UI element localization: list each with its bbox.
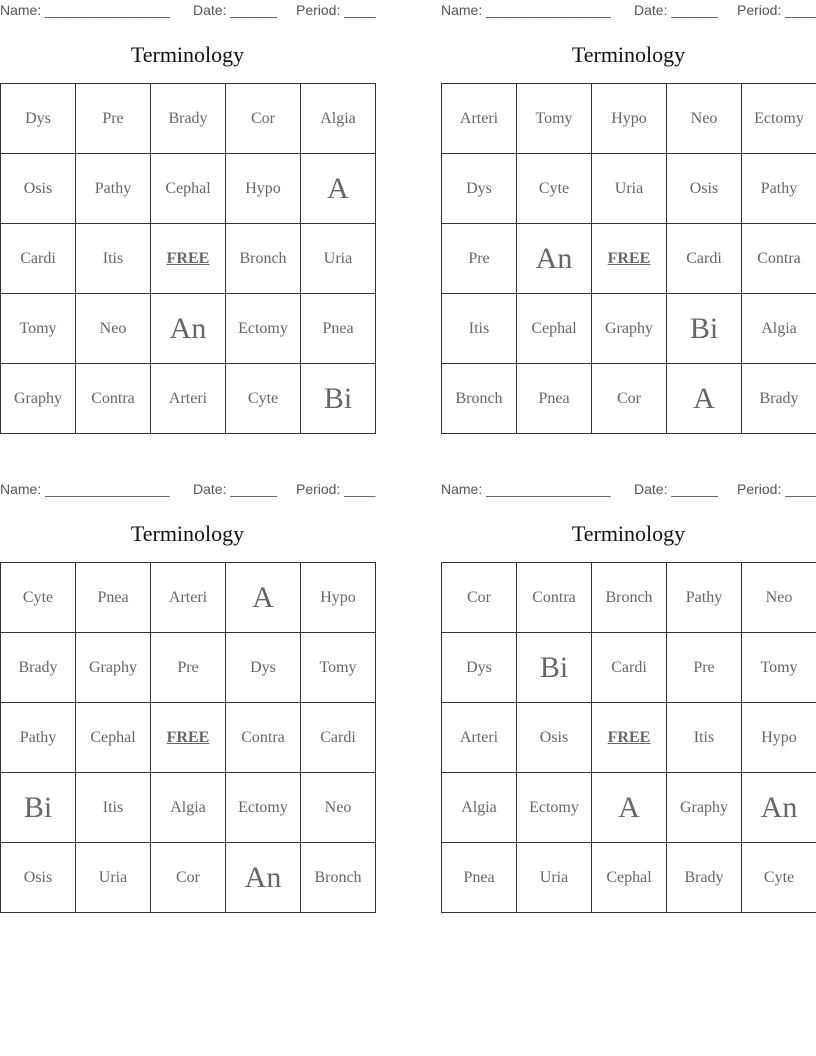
grid-cell: An [742, 773, 816, 843]
grid-cell: Cor [592, 364, 667, 434]
grid-cell: Hypo [592, 84, 667, 154]
period-field: Period: ____ [737, 2, 816, 18]
date-field: Date: ______ [193, 481, 278, 497]
grid-cell: An [226, 843, 301, 913]
grid-cell: Neo [301, 773, 376, 843]
date-field: Date: ______ [193, 2, 278, 18]
card-title: Terminology [571, 42, 686, 67]
grid-row [442, 294, 816, 364]
grid-cell: Graphy [592, 294, 667, 364]
grid-cell: Bi [667, 294, 742, 364]
grid-cell: A [301, 154, 376, 224]
grid-cell: Graphy [667, 773, 742, 843]
grid-row [1, 843, 376, 913]
grid-cell: Cor [442, 563, 517, 633]
grid-cell: Pathy [742, 154, 816, 224]
grid-cell: Arteri [151, 364, 226, 434]
grid-cell: Algia [442, 773, 517, 843]
name-field: Name: ________________ [441, 481, 611, 497]
grid-cell: A [226, 563, 301, 633]
grid-cell: Cyte [1, 563, 76, 633]
grid-cell: Cardi [592, 633, 667, 703]
name-field: Name: ________________ [0, 481, 170, 497]
grid-cell: Ectomy [226, 294, 301, 364]
grid-cell: Dys [442, 633, 517, 703]
grid-row [1, 364, 376, 434]
free-space-cell: FREE [151, 703, 226, 773]
grid-cell: Pathy [76, 154, 151, 224]
grid-cell: Arteri [442, 84, 517, 154]
grid-cell: Itis [76, 224, 151, 294]
grid-cell: Tomy [742, 633, 816, 703]
grid-row [442, 84, 816, 154]
grid-cell: Cephal [592, 843, 667, 913]
student-info-header [441, 0, 816, 22]
grid-row [1, 703, 376, 773]
grid-cell: Graphy [76, 633, 151, 703]
grid-cell: A [667, 364, 742, 434]
grid-cell: Contra [76, 364, 151, 434]
grid-cell: Cardi [1, 224, 76, 294]
bingo-card [441, 479, 816, 913]
grid-cell: Cyte [517, 154, 592, 224]
grid-cell: Contra [742, 224, 816, 294]
date-field: Date: ______ [634, 2, 719, 18]
grid-cell: Cyte [226, 364, 301, 434]
name-field: Name: ________________ [0, 2, 170, 18]
grid-cell: Bi [517, 633, 592, 703]
grid-cell: Contra [226, 703, 301, 773]
grid-cell: Arteri [151, 563, 226, 633]
grid-cell: Bi [1, 773, 76, 843]
grid-cell: Cardi [667, 224, 742, 294]
grid-cell: Itis [667, 703, 742, 773]
grid-cell: Bronch [301, 843, 376, 913]
grid-cell: Pnea [76, 563, 151, 633]
grid-cell: Bi [301, 364, 376, 434]
grid-cell: Itis [76, 773, 151, 843]
grid-row [442, 224, 816, 294]
bingo-card [0, 0, 375, 434]
grid-cell: Osis [667, 154, 742, 224]
grid-cell: Pathy [667, 563, 742, 633]
student-info-header [0, 0, 375, 22]
grid-row [1, 563, 376, 633]
free-space-cell: FREE [592, 224, 667, 294]
bingo-card [441, 0, 816, 434]
grid-cell: Algia [742, 294, 816, 364]
grid-cell: A [592, 773, 667, 843]
free-space-cell: FREE [151, 224, 226, 294]
grid-cell: Pathy [1, 703, 76, 773]
grid-cell: Brady [742, 364, 816, 434]
grid-cell: Itis [442, 294, 517, 364]
grid-row [442, 154, 816, 224]
grid-cell: Pre [151, 633, 226, 703]
grid-row [1, 84, 376, 154]
grid-row [1, 633, 376, 703]
grid-cell: Pnea [517, 364, 592, 434]
grid-row [442, 364, 816, 434]
card-title: Terminology [130, 42, 245, 67]
grid-cell: Osis [1, 154, 76, 224]
grid-row [442, 563, 816, 633]
free-space-cell: FREE [592, 703, 667, 773]
grid-cell: Pnea [442, 843, 517, 913]
grid-cell: Algia [151, 773, 226, 843]
grid-cell: Hypo [301, 563, 376, 633]
grid-cell: An [151, 294, 226, 364]
grid-cell: Uria [301, 224, 376, 294]
grid-cell: Tomy [517, 84, 592, 154]
grid-cell: Brady [151, 84, 226, 154]
grid-cell: Cephal [76, 703, 151, 773]
grid-cell: Uria [517, 843, 592, 913]
grid-cell: Pnea [301, 294, 376, 364]
grid-cell: Cor [151, 843, 226, 913]
grid-cell: Osis [1, 843, 76, 913]
grid-cell: Hypo [742, 703, 816, 773]
bingo-grid [441, 83, 816, 434]
grid-cell: Dys [1, 84, 76, 154]
grid-cell: Dys [226, 633, 301, 703]
grid-cell: Osis [517, 703, 592, 773]
grid-cell: Arteri [442, 703, 517, 773]
grid-cell: Cephal [517, 294, 592, 364]
grid-cell: Uria [76, 843, 151, 913]
grid-cell: Graphy [1, 364, 76, 434]
grid-cell: Bronch [226, 224, 301, 294]
grid-cell: Bronch [442, 364, 517, 434]
grid-row [1, 154, 376, 224]
grid-cell: Cephal [151, 154, 226, 224]
bingo-grid [0, 562, 376, 913]
grid-cell: Pre [76, 84, 151, 154]
period-field: Period: ____ [296, 2, 376, 18]
grid-cell: Cor [226, 84, 301, 154]
grid-cell: Brady [1, 633, 76, 703]
grid-row [1, 294, 376, 364]
student-info-header [441, 479, 816, 501]
grid-row [1, 773, 376, 843]
grid-cell: Pre [667, 633, 742, 703]
grid-cell: Ectomy [517, 773, 592, 843]
grid-cell: Cardi [301, 703, 376, 773]
period-field: Period: ____ [296, 481, 376, 497]
student-info-header [0, 479, 375, 501]
grid-cell: Hypo [226, 154, 301, 224]
grid-row [442, 843, 816, 913]
grid-cell: Ectomy [226, 773, 301, 843]
grid-cell: Tomy [301, 633, 376, 703]
grid-cell: Tomy [1, 294, 76, 364]
grid-cell: Neo [742, 563, 816, 633]
grid-cell: Pre [442, 224, 517, 294]
grid-cell: Neo [76, 294, 151, 364]
grid-cell: Dys [442, 154, 517, 224]
grid-cell: Algia [301, 84, 376, 154]
bingo-grid [441, 562, 816, 913]
period-field: Period: ____ [737, 481, 816, 497]
grid-cell: An [517, 224, 592, 294]
grid-row [1, 224, 376, 294]
grid-row [442, 703, 816, 773]
name-field: Name: ________________ [441, 2, 611, 18]
bingo-card [0, 479, 375, 913]
grid-cell: Neo [667, 84, 742, 154]
bingo-grid [0, 83, 376, 434]
grid-row [442, 633, 816, 703]
grid-cell: Uria [592, 154, 667, 224]
grid-cell: Bronch [592, 563, 667, 633]
card-title: Terminology [571, 521, 686, 546]
grid-cell: Ectomy [742, 84, 816, 154]
grid-cell: Contra [517, 563, 592, 633]
grid-cell: Brady [667, 843, 742, 913]
date-field: Date: ______ [634, 481, 719, 497]
grid-row [442, 773, 816, 843]
grid-cell: Cyte [742, 843, 816, 913]
card-title: Terminology [130, 521, 245, 546]
